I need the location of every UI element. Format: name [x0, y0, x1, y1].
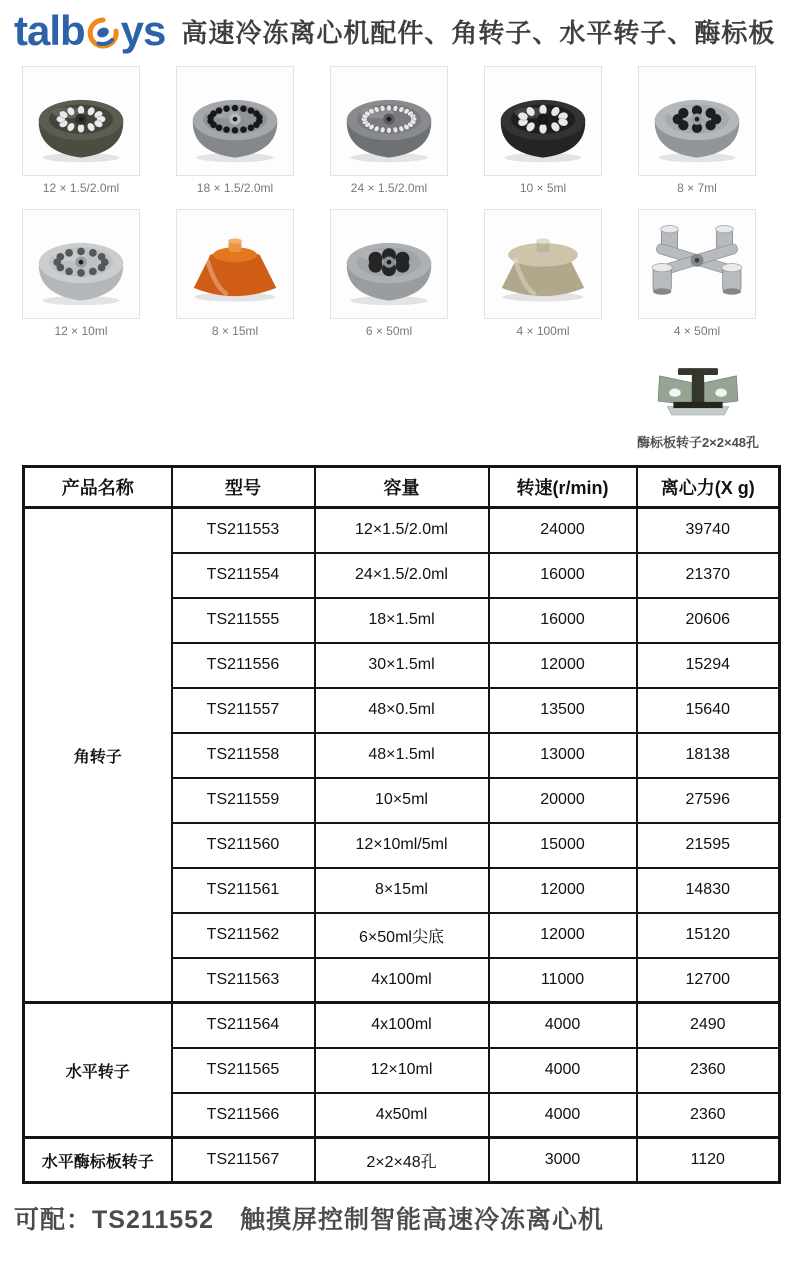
product-card	[330, 209, 448, 338]
product-caption: 18 × 1.5/2.0ml	[196, 181, 274, 195]
spec-table	[22, 465, 781, 1184]
product-caption: 24 × 1.5/2.0ml	[350, 181, 428, 195]
rotor-image	[22, 66, 140, 176]
rotor-illustration	[334, 216, 444, 312]
model-cell: TS211557	[172, 688, 315, 733]
rotor-illustration	[642, 216, 752, 312]
speed-cell: 13000	[489, 733, 637, 778]
product-group-name: 水平转子	[24, 1003, 172, 1138]
capacity-cell: 48×0.5ml	[315, 688, 489, 733]
product-card	[176, 209, 294, 338]
speed-cell: 24000	[489, 508, 637, 553]
rotor-illustration	[180, 73, 290, 169]
rotor-image	[330, 66, 448, 176]
force-cell: 1120	[637, 1138, 780, 1183]
capacity-cell: 48×1.5ml	[315, 733, 489, 778]
capacity-cell: 8×15ml	[315, 868, 489, 913]
speed-cell: 13500	[489, 688, 637, 733]
speed-cell: 12000	[489, 913, 637, 958]
force-cell: 21595	[637, 823, 780, 868]
force-cell: 14830	[637, 868, 780, 913]
speed-cell: 12000	[489, 868, 637, 913]
product-caption: 8 × 15ml	[211, 324, 259, 338]
product-caption: 10 × 5ml	[519, 181, 567, 195]
force-cell: 18138	[637, 733, 780, 778]
model-cell: TS211564	[172, 1003, 315, 1048]
product-group-name: 角转子	[24, 508, 172, 1003]
compat-note: 可配：TS211552 触摸屏控制智能高速冷冻离心机	[14, 1206, 604, 1234]
table-header-row	[24, 467, 780, 508]
plate-rotor-feature	[0, 338, 800, 451]
product-card	[638, 209, 756, 338]
product-caption: 4 × 100ml	[516, 324, 570, 338]
product-grid	[0, 54, 800, 338]
col-header-product-name: 产品名称	[24, 467, 172, 508]
product-caption: 4 × 50ml	[673, 324, 721, 338]
rotor-image	[330, 209, 448, 319]
table-row	[24, 1003, 780, 1048]
product-card	[330, 66, 448, 195]
table-row	[24, 508, 780, 553]
model-cell: TS211563	[172, 958, 315, 1003]
speed-cell: 16000	[489, 598, 637, 643]
capacity-cell: 12×1.5/2.0ml	[315, 508, 489, 553]
model-cell: TS211555	[172, 598, 315, 643]
model-cell: TS211567	[172, 1138, 315, 1183]
speed-cell: 4000	[489, 1093, 637, 1138]
plate-rotor-caption: 酶标板转子2×2×48孔	[636, 435, 760, 450]
capacity-cell: 12×10ml	[315, 1048, 489, 1093]
speed-cell: 4000	[489, 1003, 637, 1048]
capacity-cell: 4x50ml	[315, 1093, 489, 1138]
capacity-cell: 18×1.5ml	[315, 598, 489, 643]
force-cell: 20606	[637, 598, 780, 643]
force-cell: 2360	[637, 1093, 780, 1138]
force-cell: 15120	[637, 913, 780, 958]
product-card	[484, 66, 602, 195]
product-card	[176, 66, 294, 195]
logo-text-right: ys	[120, 7, 166, 54]
model-cell: TS211565	[172, 1048, 315, 1093]
rotor-illustration	[26, 216, 136, 312]
plate-rotor-illustration	[630, 345, 766, 425]
col-header-capacity: 容量	[315, 467, 489, 508]
logo-text-left: talb	[14, 7, 85, 54]
force-cell: 21370	[637, 553, 780, 598]
capacity-cell: 10×5ml	[315, 778, 489, 823]
model-cell: TS211566	[172, 1093, 315, 1138]
model-cell: TS211562	[172, 913, 315, 958]
model-cell: TS211560	[172, 823, 315, 868]
model-cell: TS211558	[172, 733, 315, 778]
product-caption: 12 × 10ml	[54, 324, 108, 338]
rotor-image	[484, 209, 602, 319]
model-cell: TS211554	[172, 553, 315, 598]
speed-cell: 12000	[489, 643, 637, 688]
header	[0, 0, 800, 54]
rotor-image	[484, 66, 602, 176]
table-row	[24, 1138, 780, 1183]
capacity-cell: 4x100ml	[315, 1003, 489, 1048]
plate-rotor-card	[628, 344, 768, 451]
plate-rotor-image	[628, 344, 768, 426]
product-caption: 12 × 1.5/2.0ml	[42, 181, 120, 195]
speed-cell: 3000	[489, 1138, 637, 1183]
col-header-speed: 转速(r/min)	[489, 467, 637, 508]
speed-cell: 11000	[489, 958, 637, 1003]
model-cell: TS211561	[172, 868, 315, 913]
rotor-illustration	[26, 73, 136, 169]
force-cell: 2360	[637, 1048, 780, 1093]
capacity-cell: 2×2×48孔	[315, 1138, 489, 1183]
product-group-name: 水平酶标板转子	[24, 1138, 172, 1183]
rotor-illustration	[488, 73, 598, 169]
force-cell: 12700	[637, 958, 780, 1003]
brand-logo	[14, 7, 166, 54]
rotor-illustration	[334, 73, 444, 169]
product-card	[22, 66, 140, 195]
model-cell: TS211556	[172, 643, 315, 688]
rotor-image	[638, 66, 756, 176]
force-cell: 39740	[637, 508, 780, 553]
product-card	[638, 66, 756, 195]
rotor-image	[176, 209, 294, 319]
force-cell: 15294	[637, 643, 780, 688]
rotor-illustration	[180, 216, 290, 312]
product-caption: 6 × 50ml	[365, 324, 413, 338]
col-header-model: 型号	[172, 467, 315, 508]
product-caption: 8 × 7ml	[677, 181, 717, 195]
product-card	[22, 209, 140, 338]
speed-cell: 16000	[489, 553, 637, 598]
capacity-cell: 4x100ml	[315, 958, 489, 1003]
force-cell: 15640	[637, 688, 780, 733]
rotor-illustration	[642, 73, 752, 169]
col-header-force: 离心力(X g)	[637, 467, 780, 508]
model-cell: TS211559	[172, 778, 315, 823]
force-cell: 2490	[637, 1003, 780, 1048]
capacity-cell: 30×1.5ml	[315, 643, 489, 688]
rotor-image	[176, 66, 294, 176]
rotor-image	[638, 209, 756, 319]
capacity-cell: 6×50ml尖底	[315, 913, 489, 958]
capacity-cell: 24×1.5/2.0ml	[315, 553, 489, 598]
rotor-image	[22, 209, 140, 319]
speed-cell: 4000	[489, 1048, 637, 1093]
rotor-illustration	[488, 216, 598, 312]
speed-cell: 15000	[489, 823, 637, 868]
capacity-cell: 12×10ml/5ml	[315, 823, 489, 868]
product-card	[484, 209, 602, 338]
logo-swirl-icon	[86, 16, 120, 50]
page-title: 高速冷冻离心机配件、角转子、水平转子、酶标板	[181, 17, 776, 48]
speed-cell: 20000	[489, 778, 637, 823]
model-cell: TS211553	[172, 508, 315, 553]
force-cell: 27596	[637, 778, 780, 823]
